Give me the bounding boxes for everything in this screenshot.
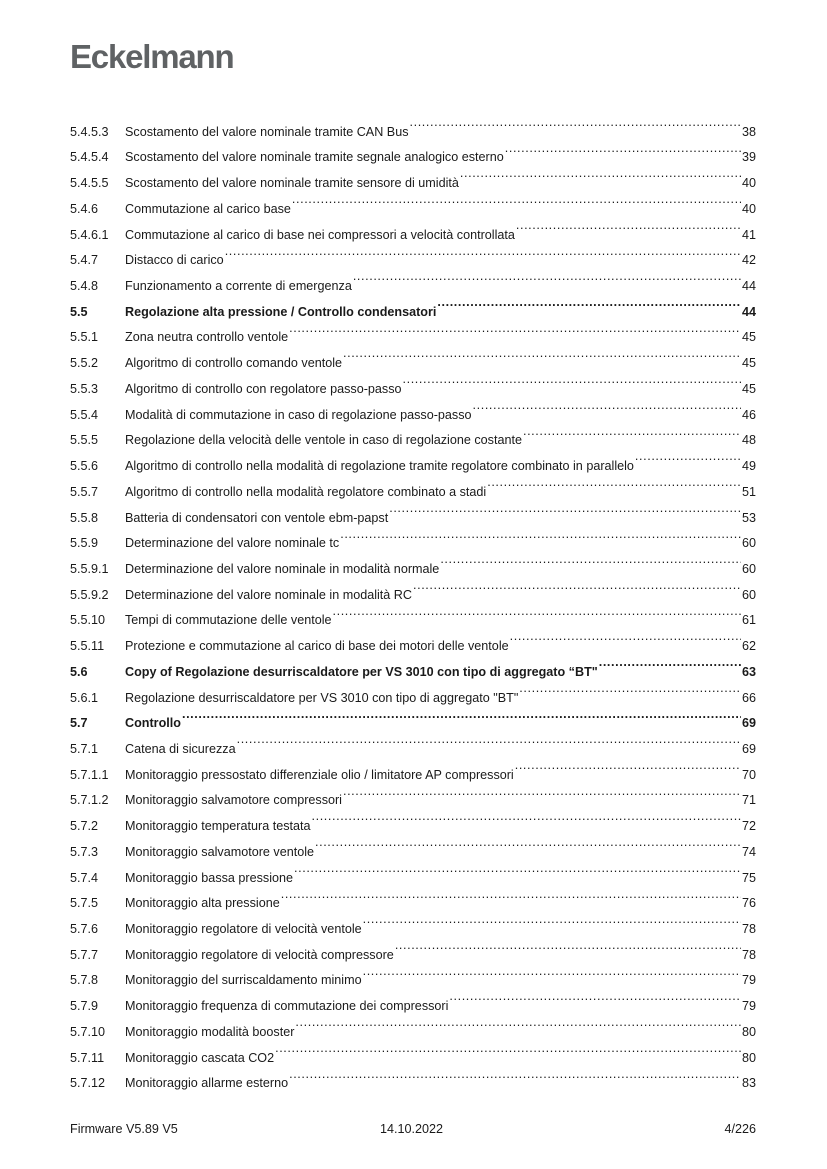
toc-entry-number: 5.5.10 xyxy=(70,613,106,628)
toc-leader-dots xyxy=(460,161,741,187)
toc-entry-number: 5.4.8 xyxy=(70,279,99,294)
toc-entry-page: 63 xyxy=(741,664,756,679)
toc-entry-title: Determinazione del valore nominale tc xyxy=(125,536,340,551)
toc-entry-title: Scostamento del valore nominale tramite CAN Bus xyxy=(125,124,409,139)
toc-entry-title: Monitoraggio cascata CO2 xyxy=(125,1050,275,1065)
toc-entry-number: 5.7.11 xyxy=(70,1050,105,1065)
toc-entry-number: 5.5.6 xyxy=(70,459,99,474)
toc-entry-title: Zona neutra controllo ventole xyxy=(125,330,289,345)
toc-entry-title: Tempi di commutazione delle ventole xyxy=(125,613,332,628)
toc-entry-page: 76 xyxy=(741,896,756,911)
toc-leader-dots xyxy=(599,650,741,676)
toc-entry-page: 38 xyxy=(741,124,756,139)
toc-entry-title: Monitoraggio regolatore di velocità compressore xyxy=(125,947,394,962)
toc-entry-title: Monitoraggio del surriscaldamento minimo xyxy=(125,973,362,988)
toc-entry-title: Determinazione del valore nominale in modalità RC xyxy=(125,587,412,602)
toc-entry-number: 5.7.7 xyxy=(70,947,99,962)
toc-entry-title: Monitoraggio regolatore di velocità ventole xyxy=(125,922,362,936)
toc-entry-number: 5.7.6 xyxy=(70,922,99,936)
toc-leader-dots xyxy=(473,393,741,419)
toc-entry-title: Commutazione al carico di base nei compressori a velocità controllata xyxy=(125,227,515,242)
toc-entry-page: 46 xyxy=(741,407,756,422)
toc-entry-page: 79 xyxy=(741,999,756,1014)
toc-entry-page: 60 xyxy=(741,561,756,576)
toc-entry-page: 60 xyxy=(741,536,756,551)
toc-leader-dots xyxy=(403,367,741,393)
toc-entry-title: Algoritmo di controllo con regolatore passo-passo xyxy=(125,381,402,396)
toc-entry-number: 5.6 xyxy=(70,664,88,679)
toc-entry-number: 5.7 xyxy=(70,716,88,731)
toc-entry-page: 80 xyxy=(741,1024,756,1039)
toc-entry-title: Scostamento del valore nominale tramite sensore di umidità xyxy=(125,176,459,191)
toc-entry-page: 69 xyxy=(741,741,756,756)
toc-entry-number: 5.7.1.2 xyxy=(70,793,109,808)
toc-leader-dots xyxy=(487,470,741,496)
toc-leader-dots xyxy=(275,1036,741,1062)
toc-entry-number: 5.4.5.3 xyxy=(70,124,109,139)
toc-entry-title: Regolazione alta pressione / Controllo condensatori xyxy=(125,304,437,319)
toc-entry-title: Algoritmo di controllo nella modalità regolatore combinato a stadi xyxy=(125,484,487,499)
toc-leader-dots xyxy=(515,753,741,779)
toc-leader-dots xyxy=(315,830,741,856)
toc-entry-page: 45 xyxy=(741,356,756,371)
toc-entry-page: 78 xyxy=(741,922,756,936)
toc-entry-title: Modalità di commutazione in caso di regolazione passo-passo xyxy=(125,407,472,422)
toc-entry-page: 49 xyxy=(741,459,756,474)
toc-entry-page: 62 xyxy=(741,639,756,654)
toc-entry-title: Algoritmo di controllo nella modalità di regolazione tramite regolatore combinato in parallelo xyxy=(125,459,634,474)
toc-leader-dots xyxy=(516,213,741,239)
toc-leader-dots xyxy=(389,496,741,522)
toc-entry-number: 5.6.1 xyxy=(70,690,99,705)
toc-entry-title: Batteria di condensatori con ventole ebm-papst xyxy=(125,510,389,525)
toc-entry-title: Determinazione del valore nominale in modalità normale xyxy=(125,561,440,576)
toc-entry-page: 60 xyxy=(741,587,756,602)
toc-entry-number: 5.5.8 xyxy=(70,510,99,525)
toc-entry-number: 5.7.5 xyxy=(70,896,99,911)
toc-entry-page: 79 xyxy=(741,973,756,988)
toc-entry-page: 42 xyxy=(741,253,756,268)
toc-entry-title: Monitoraggio allarme esterno xyxy=(125,1076,289,1091)
toc-leader-dots xyxy=(353,264,741,290)
toc-entry-number: 5.7.12 xyxy=(70,1076,106,1091)
toc-entry-title: Monitoraggio pressostato differenziale olio / limitatore AP compressori xyxy=(125,767,514,782)
toc-entry-page: 39 xyxy=(741,150,756,165)
toc-leader-dots xyxy=(510,624,741,650)
toc-entry-page: 66 xyxy=(741,690,756,705)
toc-leader-dots xyxy=(449,984,741,1010)
toc-entry-number: 5.5.9.1 xyxy=(70,561,109,576)
toc-entry-number: 5.7.1 xyxy=(70,741,99,756)
toc-entry-title: Distacco di carico xyxy=(125,253,224,268)
toc-leader-dots xyxy=(340,522,741,548)
toc-entry-page: 45 xyxy=(741,381,756,396)
toc-entry-title: Scostamento del valore nominale tramite segnale analogico esterno xyxy=(125,150,504,165)
toc-entry-page: 44 xyxy=(741,304,756,319)
toc-entry-title: Monitoraggio temperatura testata xyxy=(125,819,311,834)
toc-entry-title: Regolazione della velocità delle ventole in caso di regolazione costante xyxy=(125,433,522,448)
toc-entry-page: 70 xyxy=(741,767,756,782)
toc-entry-title: Funzionamento a corrente di emergenza xyxy=(125,279,352,294)
toc-entry-number: 5.5.1 xyxy=(70,330,99,345)
toc-leader-dots xyxy=(292,187,741,213)
toc-entry-page: 61 xyxy=(741,613,756,628)
toc-entry-page: 71 xyxy=(741,793,756,808)
toc-leader-dots xyxy=(343,341,741,367)
toc-entry-number: 5.7.4 xyxy=(70,870,99,885)
footer-date: 14.10.2022 xyxy=(380,1122,444,1136)
toc-entry-page: 69 xyxy=(741,716,756,731)
toc-leader-dots xyxy=(289,1062,741,1088)
toc-leader-dots xyxy=(523,419,741,445)
toc-entry-page: 53 xyxy=(741,510,756,525)
toc-entry-page: 40 xyxy=(741,176,756,191)
toc-entry-page: 78 xyxy=(741,947,756,962)
toc-entry-title: Controllo xyxy=(125,716,181,731)
toc-entry-title: Monitoraggio modalità booster xyxy=(125,1024,295,1039)
toc-leader-dots xyxy=(312,804,741,830)
toc-entry-number: 5.7.2 xyxy=(70,819,99,834)
toc-entry-page: 80 xyxy=(741,1050,756,1065)
toc-entry-number: 5.7.1.1 xyxy=(70,767,109,782)
toc-leader-dots xyxy=(413,573,741,599)
toc-entry-number: 5.7.9 xyxy=(70,999,99,1014)
toc-leader-dots xyxy=(395,933,741,959)
toc-leader-dots xyxy=(505,136,741,162)
company-logo: Eckelmann xyxy=(70,38,234,75)
toc-entry-title: Copy of Regolazione desurriscaldatore per VS 3010 con tipo di aggregato “BT" xyxy=(125,664,598,679)
toc-entry[interactable] xyxy=(70,110,756,139)
toc-entry-page: 40 xyxy=(741,201,756,216)
toc-entry-page: 44 xyxy=(741,279,756,294)
toc-entry-number: 5.4.5.4 xyxy=(70,150,109,165)
toc-leader-dots xyxy=(281,882,741,908)
toc-entry-title: Algoritmo di controllo comando ventole xyxy=(125,356,343,371)
toc-leader-dots xyxy=(440,547,741,573)
toc-entry-title: Protezione e commutazione al carico di base dei motori delle ventole xyxy=(125,639,509,654)
toc-entry-number: 5.4.7 xyxy=(70,253,99,268)
toc-entry-page: 48 xyxy=(741,433,756,448)
footer-page-number: 4/226 xyxy=(724,1122,756,1136)
toc-entry-page: 41 xyxy=(741,227,756,242)
toc-leader-dots xyxy=(363,959,741,985)
toc-leader-dots xyxy=(225,239,741,265)
toc-entry-page: 74 xyxy=(741,844,756,859)
toc-entry-number: 5.5.5 xyxy=(70,433,99,448)
footer-firmware-version: Firmware V5.89 V5 xyxy=(70,1122,178,1136)
toc-entry-title: Regolazione desurriscaldatore per VS 3010 con tipo di aggregato "BT" xyxy=(125,690,519,705)
toc-leader-dots xyxy=(410,110,741,136)
toc-entry-title: Monitoraggio bassa pressione xyxy=(125,870,294,885)
toc-entry-number: 5.4.6.1 xyxy=(70,227,109,242)
toc-entry-number: 5.4.5.5 xyxy=(70,176,109,191)
toc-leader-dots xyxy=(182,702,741,728)
page-footer xyxy=(70,1122,756,1136)
toc-entry-number: 5.5.2 xyxy=(70,356,99,371)
toc-entry-page: 51 xyxy=(741,484,756,499)
toc-entry-number: 5.7.10 xyxy=(70,1024,106,1039)
toc-entry-page: 75 xyxy=(741,870,756,885)
toc-entry-page: 72 xyxy=(741,819,756,834)
toc-entry-number: 5.4.6 xyxy=(70,201,99,216)
toc-leader-dots xyxy=(289,316,741,342)
toc-entry-title: Monitoraggio frequenza di commutazione dei compressori xyxy=(125,999,449,1014)
toc-leader-dots xyxy=(437,290,741,316)
toc-entry-title: Monitoraggio salvamotore compressori xyxy=(125,793,342,808)
toc-leader-dots xyxy=(333,599,741,625)
toc-entry-number: 5.5.7 xyxy=(70,484,99,499)
toc-leader-dots xyxy=(519,676,741,702)
toc-entry-title: Catena di sicurezza xyxy=(125,741,236,756)
toc-leader-dots xyxy=(343,779,741,805)
toc-entry-title: Commutazione al carico base xyxy=(125,201,291,216)
toc-entry-number: 5.5.11 xyxy=(70,639,105,654)
toc-entry-number: 5.7.8 xyxy=(70,973,99,988)
toc-leader-dots xyxy=(294,856,741,882)
toc-entry-number: 5.5.9 xyxy=(70,536,99,551)
toc-entry-title: Monitoraggio alta pressione xyxy=(125,896,280,911)
table-of-contents xyxy=(70,110,756,1091)
toc-entry-number: 5.5 xyxy=(70,304,88,319)
toc-entry-title: Monitoraggio salvamotore ventole xyxy=(125,844,315,859)
toc-leader-dots xyxy=(237,727,741,753)
toc-entry-number: 5.5.3 xyxy=(70,381,99,396)
toc-leader-dots xyxy=(295,1010,741,1036)
toc-entry-page: 83 xyxy=(741,1076,756,1091)
toc-entry-page: 45 xyxy=(741,330,756,345)
toc-leader-dots xyxy=(635,444,741,470)
toc-entry-number: 5.5.9.2 xyxy=(70,587,109,602)
toc-entry-number: 5.7.3 xyxy=(70,844,99,859)
toc-leader-dots xyxy=(363,907,741,933)
toc-entry-number: 5.5.4 xyxy=(70,407,99,422)
